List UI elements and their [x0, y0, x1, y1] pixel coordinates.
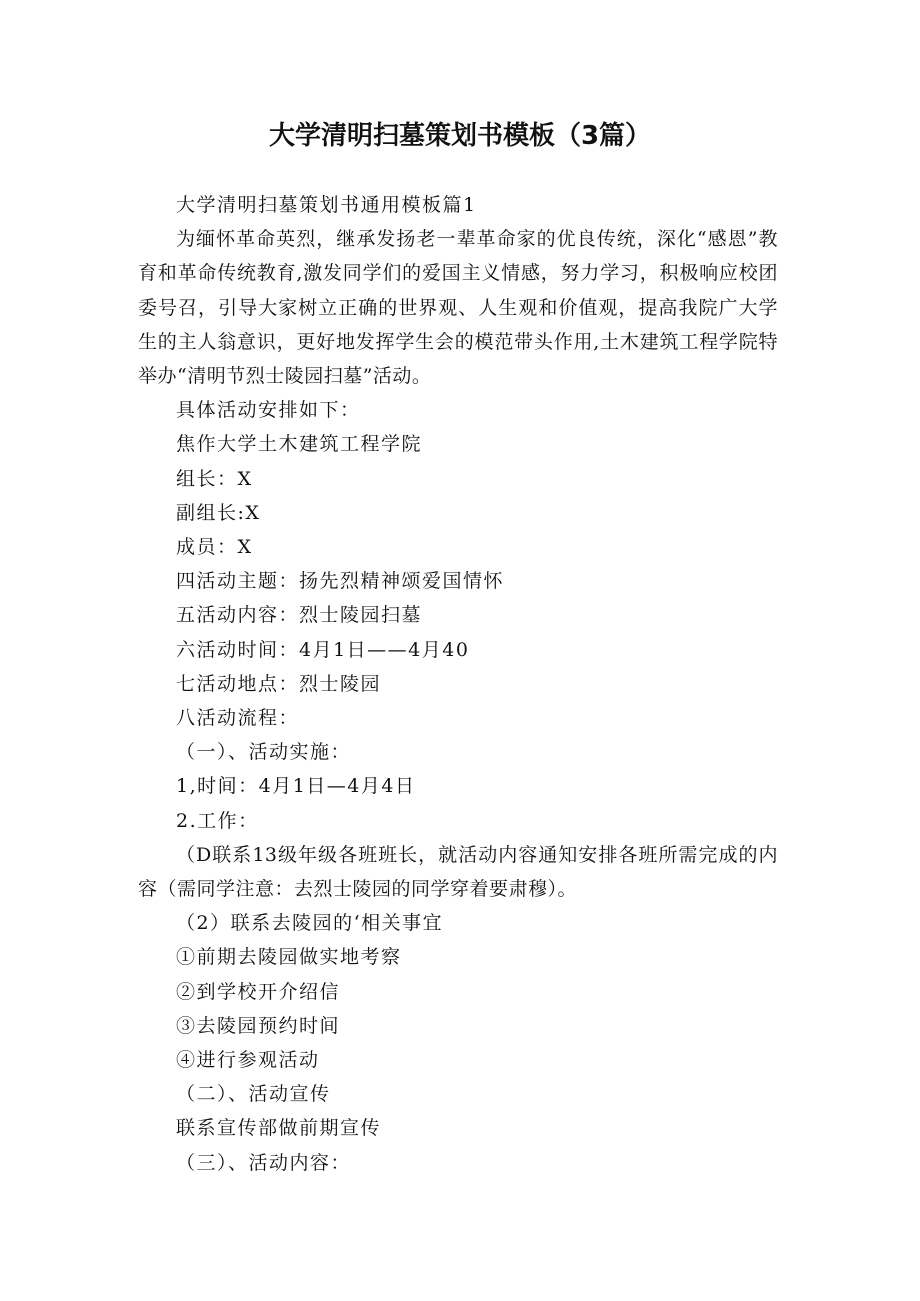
document-body: [138, 188, 778, 1180]
paragraph: （2）联系去陵园的‘相关事宜: [176, 912, 444, 935]
paragraph: （二）、活动宣传: [176, 1083, 331, 1106]
paragraph: （一）、活动实施：: [176, 741, 352, 764]
paragraph: 1,时间：4月1日—4月4日: [176, 775, 416, 798]
paragraph: 八活动流程：: [176, 707, 300, 730]
paragraph: 焦作大学土木建筑工程学院: [176, 433, 423, 456]
paragraph: 2.工作：: [176, 809, 259, 832]
paragraph: 副组长:X: [176, 501, 261, 524]
paragraph: 六活动时间：4月1日——4月40: [176, 638, 470, 661]
paragraph: 联系宣传部做前期宣传: [176, 1117, 382, 1140]
paragraph: ②到学校开介绍信: [176, 980, 341, 1003]
paragraph: 七活动地点：烈士陵园: [176, 672, 382, 695]
paragraph: （三）、活动内容：: [176, 1151, 352, 1174]
paragraph: ①前期去陵园做实地考察: [176, 946, 402, 969]
paragraph: 成员：X: [176, 536, 253, 559]
document-title: 大学清明扫墓策划书模板（3篇）: [268, 121, 652, 151]
paragraph: ④进行参观活动: [176, 1049, 320, 1072]
paragraph: （D联系13级年级各班班长，就活动内容通知安排各班所需完成的内容（需同学注意：去烈士陵园的同学穿着要肃穆）。: [138, 843, 778, 901]
paragraph: 五活动内容：烈士陵园扫墓: [176, 604, 423, 627]
section-heading: 大学清明扫墓策划书通用模板篇1: [176, 194, 477, 216]
intro-paragraph: 为缅怀革命英烈，继承发扬老一辈革命家的优良传统，深化“感恩”教育和革命传统教育,激发同学们的爱国主义情感，努力学习，积极响应校团委号召，引导大家树立正确的世界观、人生观和价值观，提高我院广大学生的主人翁意识，更好地发挥学生会的模范带头作用,土木建筑工程学院特举办“清明节烈士陵园扫墓”活动。: [138, 228, 778, 388]
paragraph: ③去陵园预约时间: [176, 1014, 341, 1037]
paragraph: 具体活动安排如下：: [176, 399, 361, 422]
paragraph: 组长：X: [176, 467, 253, 490]
paragraph: 四活动主题：扬先烈精神颂爱国情怀: [176, 570, 505, 593]
